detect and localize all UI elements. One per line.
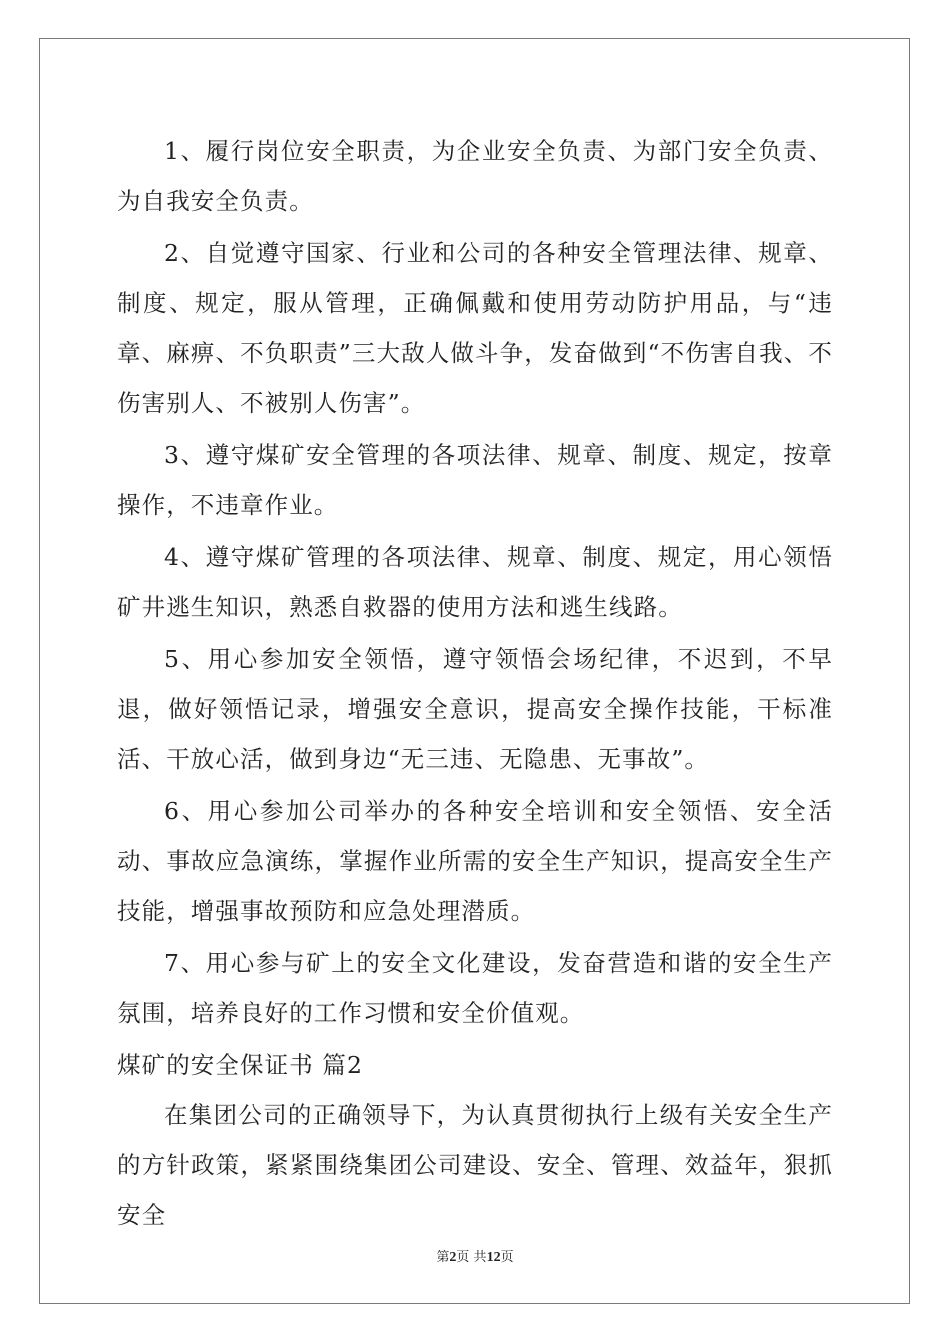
paragraph-4: 4、遵守煤矿管理的各项法律、规章、制度、规定，用心领悟矿井逃生知识，熟悉自救器的使用方法和逃生线路。 bbox=[117, 543, 833, 621]
paragraph-7: 7、用心参与矿上的安全文化建设，发奋营造和谐的安全生产氛围，培养良好的工作习惯和安全价值观。 bbox=[117, 949, 833, 1027]
footer-page-suffix: 页 bbox=[500, 1250, 514, 1265]
footer-page-mid: 页 共 bbox=[456, 1250, 487, 1265]
footer-page-total: 12 bbox=[486, 1250, 501, 1265]
section-heading: 煤矿的安全保证书 篇2 bbox=[117, 1051, 364, 1079]
paragraph-3: 3、遵守煤矿安全管理的各项法律、规章、制度、规定，按章操作，不违章作业。 bbox=[117, 441, 833, 519]
paragraph-5: 5、用心参加安全领悟，遵守领悟会场纪律，不迟到，不早退，做好领悟记录，增强安全意识，提高安全操作技能，干标准活、干放心活，做到身边“无三违、无隐患、无事故”。 bbox=[117, 645, 833, 773]
footer-page-current: 2 bbox=[449, 1250, 457, 1265]
paragraph-8: 在集团公司的正确领导下，为认真贯彻执行上级有关安全生产的方针政策，紧紧围绕集团公司建设、安全、管理、效益年，狠抓安全 bbox=[117, 1101, 833, 1229]
footer-page-prefix: 第 bbox=[436, 1250, 450, 1265]
paragraph-2: 2、自觉遵守国家、行业和公司的各种安全管理法律、规章、制度、规定，服从管理，正确佩戴和使用劳动防护用品，与“违章、麻痹、不负职责”三大敌人做斗争，发奋做到“不伤害自我、不伤害别人、不被别人伤害”。 bbox=[117, 239, 833, 417]
paragraph-1: 1、履行岗位安全职责，为企业安全负责、为部门安全负责、为自我安全负责。 bbox=[117, 137, 833, 215]
paragraph-6: 6、用心参加公司举办的各种安全培训和安全领悟、安全活动、事故应急演练，掌握作业所需的安全生产知识，提高安全生产技能，增强事故预防和应急处理潜质。 bbox=[117, 797, 833, 925]
page-footer bbox=[0, 1246, 950, 1266]
document-body bbox=[117, 126, 833, 1242]
